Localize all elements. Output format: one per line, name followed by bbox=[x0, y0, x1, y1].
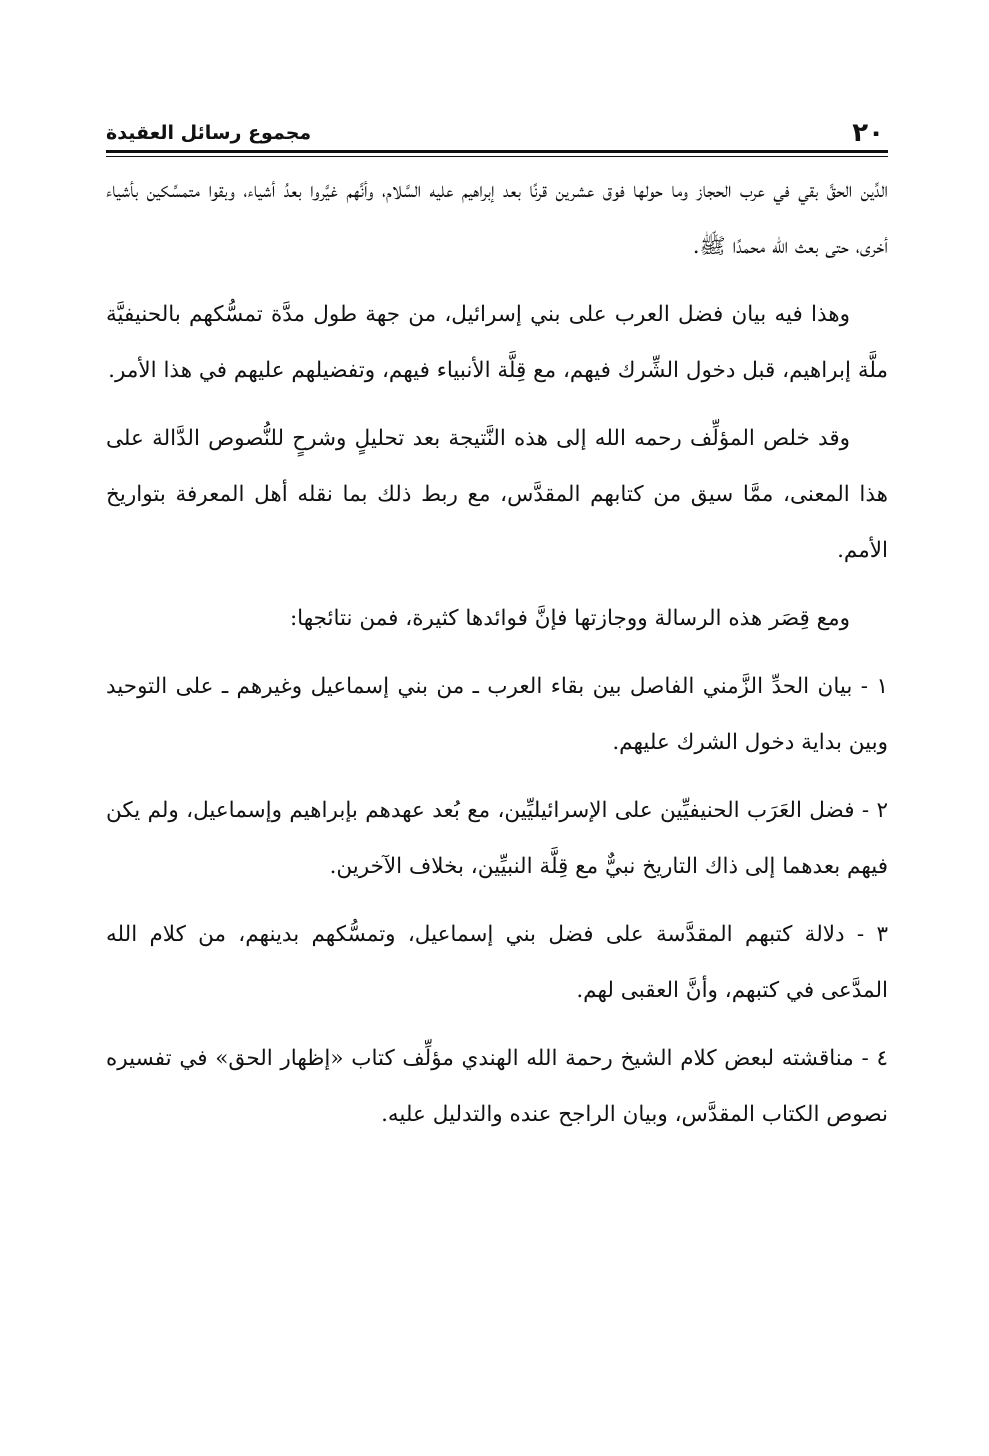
paragraph-results-intro: ومع قِصَر هذه الرسالة ووجازتها فإنَّ فوائدها كثيرة، فمن نتائجها: bbox=[289, 606, 850, 631]
book-page bbox=[106, 112, 888, 1352]
paragraph-continuation: الدِّين الحقَّ بقي في عرب الحجاز وما حولها فوق عشرين قرنًا بعد إبراهيم عليه السَّلام، وأنَّهم غيَّروا بعدُ أشياء، وبقوا متمسِّكين بأشياء أخرى، حتى بعث الله محمدًا ﷺ. bbox=[106, 178, 888, 259]
paragraph-arab-merit: وهذا فيه بيان فضل العرب على بني إسرائيل، من جهة طول مدَّة تمسُّكهم بالحنيفيَّة ملَّة إبراهيم، قبل دخول الشِّرك فيهم، مع قِلَّة الأنبياء فيهم، وتفضيلهم عليهم في هذا الأمر. bbox=[106, 302, 888, 383]
paragraph-author-conclusion: وقد خلص المؤلِّف رحمه الله إلى هذه النَّتيجة بعد تحليلٍ وشرحٍ للنُّصوص الدَّالة على هذا المعنى، ممَّا سيق من كتابهم المقدَّس، مع ربط ذلك بما نقله أهل المعرفة بتواريخ الأمم. bbox=[106, 426, 888, 563]
header-rule-thick bbox=[106, 150, 888, 153]
body-text bbox=[106, 163, 888, 1143]
list-item-1: ١ - بيان الحدِّ الزَّمني الفاصل بين بقاء العرب ـ من بني إسماعيل وغيرهم ـ على التوحيد وبين بداية دخول الشرك عليهم. bbox=[106, 674, 888, 755]
page-header bbox=[106, 112, 888, 148]
header-rule-thin bbox=[106, 156, 888, 157]
page-number: ٢٠ bbox=[852, 118, 884, 148]
list-item-3: ٣ - دلالة كتبهم المقدَّسة على فضل بني إسماعيل، وتمسُّكهم بدينهم، من كلام الله المدَّعى في كتبهم، وأنَّ العقبى لهم. bbox=[106, 922, 888, 1003]
running-title: مجموع رسائل العقيدة bbox=[106, 122, 312, 144]
list-item-2: ٢ - فضل العَرَب الحنيفيِّين على الإسرائيليِّين، مع بُعد عهدهم بإبراهيم وإسماعيل، ولم يكن فيهم بعدهما إلى ذاك التاريخ نبيٌّ مع قِلَّة النبيِّين، بخلاف الآخرين. bbox=[106, 798, 888, 879]
list-item-4: ٤ - مناقشته لبعض كلام الشيخ رحمة الله الهندي مؤلِّف كتاب «إظهار الحق» في تفسيره نصوص الكتاب المقدَّس، وبيان الراجح عنده والتدليل عليه. bbox=[106, 1046, 888, 1127]
